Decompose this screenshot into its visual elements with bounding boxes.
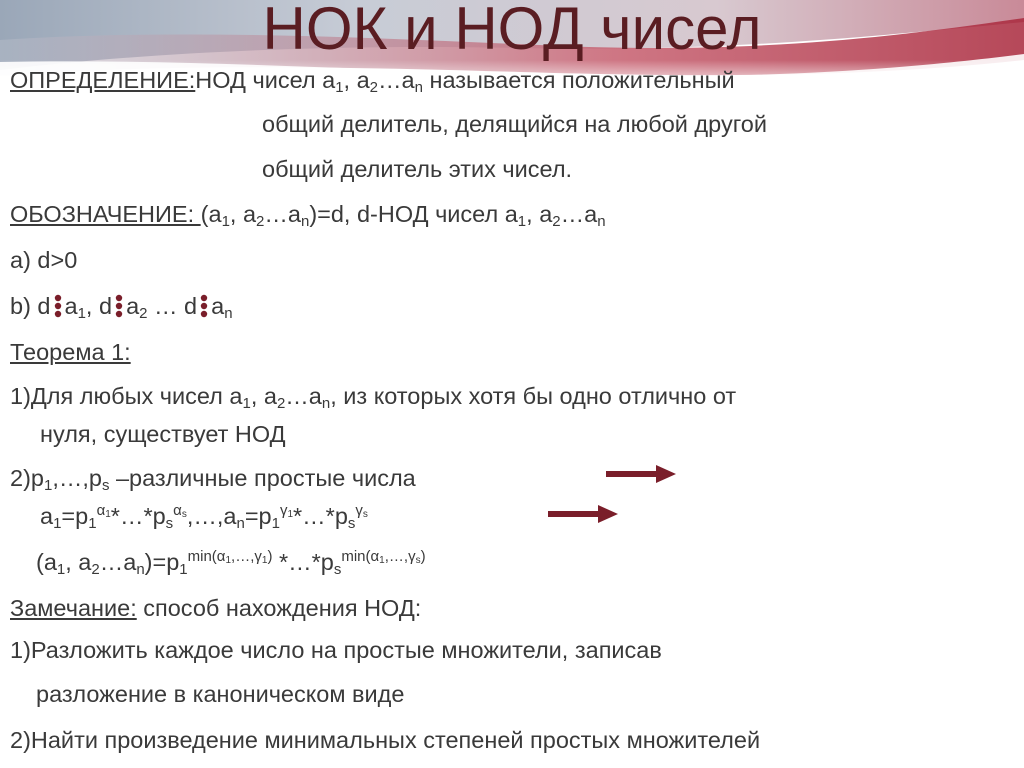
exponent-index: s [362,509,368,520]
text: (a [200,201,222,227]
arrow-right-icon [606,463,676,485]
text: 1)Для любых чисел a [10,383,243,409]
divides-icon [198,293,210,319]
subscript: n [321,395,331,412]
subscript: n [300,213,310,230]
subscript: n [236,515,245,532]
text: ,…,p [52,465,102,491]
step-2-line-1: 2)Найти произведение минимальных степеней простых множителей [10,727,761,753]
condition-a: a) d>0 [10,247,78,273]
divides-icon [113,293,125,319]
text: a [126,293,140,319]
step-1-line-2: разложение в каноническом виде [36,681,405,707]
subscript: 1 [179,561,188,578]
exponent-symbol: γ [355,502,363,519]
remark-label: Замечание: [10,595,137,621]
text: a [211,293,225,319]
text: … d [147,293,198,319]
text: …a [560,201,598,227]
subscript: 1 [56,561,66,578]
theorem-title: Теорема 1: [10,339,131,365]
subscript: 1 [43,477,53,494]
condition-b [10,292,233,320]
text: )=p [144,549,180,575]
subscript: n [136,561,145,578]
subscript: s [101,477,110,494]
text: , a [250,383,277,409]
exponent-index: s [415,555,421,566]
text: b) d [10,293,51,319]
exponent-index: 1 [225,555,232,566]
subscript: 1 [53,515,62,532]
subscript: n [597,213,606,230]
subscript: 1 [88,515,97,532]
subscript: 1 [221,213,230,230]
subscript: 2 [256,213,265,230]
text: , a [229,201,257,227]
definition-label: ОПРЕДЕЛЕНИЕ: [10,67,196,93]
exponent-text: ) [267,548,273,565]
theorem-item-1 [10,382,736,410]
exponent [97,502,111,519]
exponent-symbol: γ [279,502,288,519]
exponent-index: 1 [379,555,385,566]
text: НОД чисел a [195,67,336,93]
text: называется положительный [422,67,735,93]
subscript: n [224,305,233,322]
exponent-text: min(α [341,548,380,565]
exponent-index: 1 [261,555,268,566]
text: , a [526,201,553,227]
subscript: 2 [91,561,100,578]
theorem-item-2 [10,464,416,492]
exponent [355,502,368,519]
definition-line-3: общий делитель этих чисел. [262,156,573,182]
exponent-text: min(α [187,548,226,565]
exponent-index: 1 [105,509,111,520]
subscript: 2 [139,305,148,322]
text: способ нахождения НОД: [136,595,422,621]
step-1-line-1: 1)Разложить каждое число на простые множители, записав [10,637,662,663]
exponent [188,548,273,565]
notation-line [10,200,606,228]
exponent-symbol: α [96,502,106,519]
text: , a [343,67,370,93]
subscript: 1 [335,79,344,96]
exponent [173,502,187,519]
text: )=d, d-НОД чисел a [309,201,518,227]
formula-prime-factorization [40,502,368,530]
subscript: 1 [77,305,86,322]
definition-line-2: общий делитель, делящийся на любой другой [262,111,767,137]
subscript: s [347,515,356,532]
notation-label: ОБОЗНАЧЕНИЕ: [10,201,201,227]
divides-icon [52,293,64,319]
subscript: 2 [552,213,561,230]
text: …a [285,383,322,409]
text: =p [61,503,89,529]
subscript: 1 [242,395,251,412]
text: *…*p [272,549,334,575]
theorem-label [10,338,131,366]
text: =p [244,503,272,529]
slide-title: НОК и НОД чисел [262,0,762,62]
exponent [280,502,293,519]
subscript: s [333,561,342,578]
theorem-item-1-line-2: нуля, существует НОД [40,421,286,447]
text: ,…,a [186,503,237,529]
subscript: n [414,79,423,96]
text: *…*p [293,503,348,529]
text: a [64,293,78,319]
text: …a [378,67,415,93]
formula-gcd [36,548,426,576]
exponent-text: ,…,γ [231,548,262,565]
definition-line-1 [10,66,735,94]
text: *…*p [110,503,166,529]
subscript: 1 [271,515,280,532]
text: –различные простые числа [109,465,416,491]
arrow-right-icon [548,503,618,525]
subscript: 2 [369,79,379,96]
text: , a [65,549,92,575]
subscript: 1 [517,213,527,230]
text: …a [264,201,301,227]
text: a [40,503,54,529]
exponent-symbol: α [173,502,182,519]
exponent [341,548,425,565]
exponent-text: ,…,γ [384,548,416,565]
text: (a [36,549,57,575]
remark-line [10,594,421,622]
subscript: s [165,515,174,532]
exponent-index: s [181,509,187,520]
exponent-index: 1 [287,509,294,520]
text: 2)p [10,465,44,491]
subscript: 2 [276,395,286,412]
exponent-text: ) [420,548,426,565]
text: …a [99,549,137,575]
text: , из которых хотя бы одно отлично от [330,383,737,409]
text: , d [85,293,113,319]
